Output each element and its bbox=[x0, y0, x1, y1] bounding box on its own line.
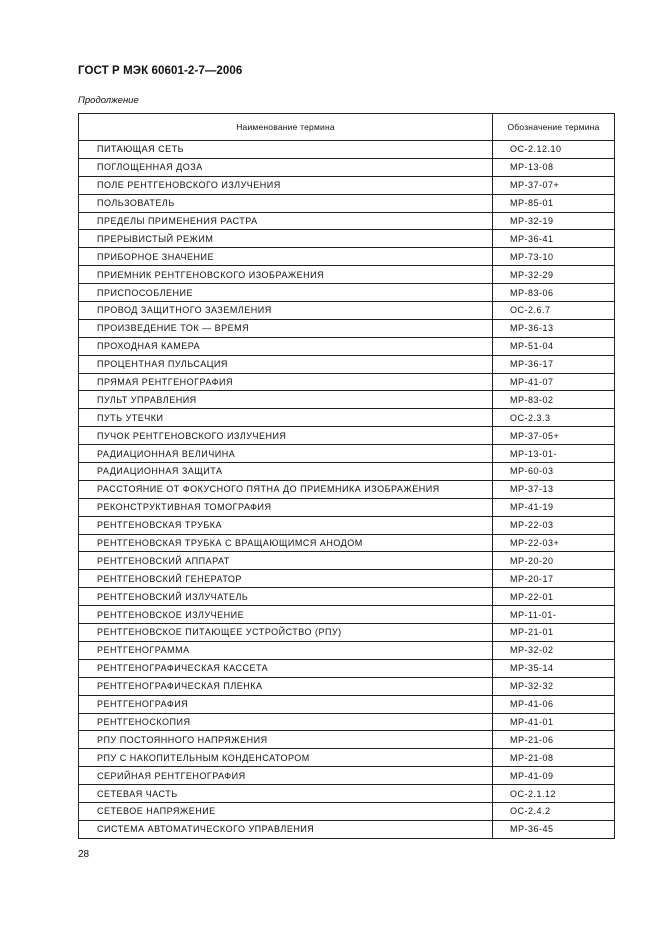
table-row bbox=[79, 588, 615, 606]
term-code-cell: МР-32-29 bbox=[493, 266, 615, 284]
term-name-cell: ПОЛЕ РЕНТГЕНОВСКОГО ИЗЛУЧЕНИЯ bbox=[79, 176, 493, 194]
table-body bbox=[79, 141, 615, 839]
table-row bbox=[79, 480, 615, 498]
term-name-cell: РПУ С НАКОПИТЕЛЬНЫМ КОНДЕНСАТОРОМ bbox=[79, 749, 493, 767]
term-name-cell: ПРИБОРНОЕ ЗНАЧЕНИЕ bbox=[79, 248, 493, 266]
term-code-cell: МР-13-01- bbox=[493, 445, 615, 463]
term-name-cell: РПУ ПОСТОЯННОГО НАПРЯЖЕНИЯ bbox=[79, 731, 493, 749]
term-name-cell: ПОЛЬЗОВАТЕЛЬ bbox=[79, 194, 493, 212]
table-row bbox=[79, 534, 615, 552]
continuation-label: Продолжение bbox=[78, 95, 139, 106]
term-code-cell: МР-51-04 bbox=[493, 337, 615, 355]
term-code-cell: МР-36-17 bbox=[493, 355, 615, 373]
table-row bbox=[79, 266, 615, 284]
term-code-cell: МР-21-01 bbox=[493, 624, 615, 642]
table-row bbox=[79, 319, 615, 337]
table-row bbox=[79, 248, 615, 266]
term-name-cell: РЕНТГЕНОГРАФИЯ bbox=[79, 695, 493, 713]
term-code-cell: ОС-2.4.2 bbox=[493, 802, 615, 820]
term-name-cell: ПРЯМАЯ РЕНТГЕНОГРАФИЯ bbox=[79, 373, 493, 391]
term-code-cell: МР-11-01- bbox=[493, 606, 615, 624]
term-name-cell: РЕНТГЕНОВСКАЯ ТРУБКА С ВРАЩАЮЩИМСЯ АНОДОМ bbox=[79, 534, 493, 552]
term-code-cell: МР-85-01 bbox=[493, 194, 615, 212]
term-name-cell: РЕНТГЕНОГРАММА bbox=[79, 641, 493, 659]
table-row bbox=[79, 158, 615, 176]
term-name-cell: РАССТОЯНИЕ ОТ ФОКУСНОГО ПЯТНА ДО ПРИЕМНИКА ИЗОБРАЖЕНИЯ bbox=[79, 480, 493, 498]
table-row bbox=[79, 373, 615, 391]
term-name-cell: ПРОЦЕНТНАЯ ПУЛЬСАЦИЯ bbox=[79, 355, 493, 373]
term-name-cell: РАДИАЦИОННАЯ ВЕЛИЧИНА bbox=[79, 445, 493, 463]
table-row bbox=[79, 677, 615, 695]
page-number: 28 bbox=[78, 849, 90, 860]
table-row bbox=[79, 176, 615, 194]
table-row bbox=[79, 212, 615, 230]
table-row bbox=[79, 516, 615, 534]
table-row bbox=[79, 427, 615, 445]
table-row bbox=[79, 284, 615, 302]
term-code-cell: МР-41-09 bbox=[493, 767, 615, 785]
term-code-cell: ОС-2.1.12 bbox=[493, 785, 615, 803]
term-code-cell: МР-41-01 bbox=[493, 713, 615, 731]
term-code-cell: МР-22-03 bbox=[493, 516, 615, 534]
term-name-cell: ПОГЛОЩЕННАЯ ДОЗА bbox=[79, 158, 493, 176]
term-code-cell: МР-22-01 bbox=[493, 588, 615, 606]
table-row bbox=[79, 570, 615, 588]
table-row bbox=[79, 355, 615, 373]
term-code-cell: МР-37-05+ bbox=[493, 427, 615, 445]
term-name-cell: РЕНТГЕНОВСКАЯ ТРУБКА bbox=[79, 516, 493, 534]
term-name-cell: СЕТЕВАЯ ЧАСТЬ bbox=[79, 785, 493, 803]
table-row bbox=[79, 230, 615, 248]
term-code-cell: МР-36-45 bbox=[493, 820, 615, 838]
table-row bbox=[79, 194, 615, 212]
table-row bbox=[79, 731, 615, 749]
term-code-cell: МР-73-10 bbox=[493, 248, 615, 266]
table-row bbox=[79, 713, 615, 731]
term-code-cell: МР-41-07 bbox=[493, 373, 615, 391]
term-code-cell: МР-41-19 bbox=[493, 498, 615, 516]
term-name-cell: ПИТАЮЩАЯ СЕТЬ bbox=[79, 141, 493, 159]
term-code-cell: ОС-2.3.3 bbox=[493, 409, 615, 427]
table-row bbox=[79, 445, 615, 463]
term-name-cell: СЕРИЙНАЯ РЕНТГЕНОГРАФИЯ bbox=[79, 767, 493, 785]
term-code-cell: МР-41-06 bbox=[493, 695, 615, 713]
term-code-cell: МР-22-03+ bbox=[493, 534, 615, 552]
term-code-cell: МР-13-08 bbox=[493, 158, 615, 176]
term-name-cell: ПУЧОК РЕНТГЕНОВСКОГО ИЗЛУЧЕНИЯ bbox=[79, 427, 493, 445]
term-name-cell: РЕНТГЕНОВСКОЕ ИЗЛУЧЕНИЕ bbox=[79, 606, 493, 624]
table-row bbox=[79, 552, 615, 570]
column-header-code: Обозначение термина bbox=[493, 114, 615, 141]
table-row bbox=[79, 820, 615, 838]
table-row bbox=[79, 695, 615, 713]
table-row bbox=[79, 802, 615, 820]
term-name-cell: ПРИЕМНИК РЕНТГЕНОВСКОГО ИЗОБРАЖЕНИЯ bbox=[79, 266, 493, 284]
table-row bbox=[79, 463, 615, 481]
term-name-cell: РЕНТГЕНОВСКИЙ АППАРАТ bbox=[79, 552, 493, 570]
table-row bbox=[79, 659, 615, 677]
table-row bbox=[79, 641, 615, 659]
table-row bbox=[79, 409, 615, 427]
term-code-cell: МР-36-13 bbox=[493, 319, 615, 337]
column-header-term: Наименование термина bbox=[79, 114, 493, 141]
term-code-cell: МР-36-41 bbox=[493, 230, 615, 248]
term-name-cell: ПРЕДЕЛЫ ПРИМЕНЕНИЯ РАСТРА bbox=[79, 212, 493, 230]
table-row bbox=[79, 624, 615, 642]
term-name-cell: ПРИСПОСОБЛЕНИЕ bbox=[79, 284, 493, 302]
table-row bbox=[79, 767, 615, 785]
term-name-cell: ПУЛЬТ УПРАВЛЕНИЯ bbox=[79, 391, 493, 409]
term-code-cell: ОС-2.6.7 bbox=[493, 302, 615, 320]
term-code-cell: МР-32-32 bbox=[493, 677, 615, 695]
term-code-cell: МР-32-19 bbox=[493, 212, 615, 230]
term-name-cell: РЕНТГЕНОВСКИЙ ГЕНЕРАТОР bbox=[79, 570, 493, 588]
terms-table bbox=[78, 113, 615, 839]
table-header-row bbox=[79, 114, 615, 141]
table-row bbox=[79, 749, 615, 767]
table-row bbox=[79, 141, 615, 159]
term-code-cell: МР-83-02 bbox=[493, 391, 615, 409]
table-row bbox=[79, 337, 615, 355]
term-code-cell: ОС-2.12.10 bbox=[493, 141, 615, 159]
term-name-cell: ПРЕРЫВИСТЫЙ РЕЖИМ bbox=[79, 230, 493, 248]
term-code-cell: МР-20-17 bbox=[493, 570, 615, 588]
term-name-cell: РАДИАЦИОННАЯ ЗАЩИТА bbox=[79, 463, 493, 481]
term-name-cell: ПРОВОД ЗАЩИТНОГО ЗАЗЕМЛЕНИЯ bbox=[79, 302, 493, 320]
term-name-cell: РЕНТГЕНОСКОПИЯ bbox=[79, 713, 493, 731]
term-name-cell: РЕКОНСТРУКТИВНАЯ ТОМОГРАФИЯ bbox=[79, 498, 493, 516]
term-code-cell: МР-21-08 bbox=[493, 749, 615, 767]
term-code-cell: МР-60-03 bbox=[493, 463, 615, 481]
table-row bbox=[79, 785, 615, 803]
term-code-cell: МР-83-06 bbox=[493, 284, 615, 302]
term-code-cell: МР-32-02 bbox=[493, 641, 615, 659]
table-row bbox=[79, 606, 615, 624]
standard-header: ГОСТ Р МЭК 60601-2-7—2006 bbox=[78, 65, 243, 77]
table-row bbox=[79, 302, 615, 320]
term-code-cell: МР-21-06 bbox=[493, 731, 615, 749]
term-code-cell: МР-20-20 bbox=[493, 552, 615, 570]
term-code-cell: МР-37-07+ bbox=[493, 176, 615, 194]
term-name-cell: РЕНТГЕНОВСКОЕ ПИТАЮЩЕЕ УСТРОЙСТВО (РПУ) bbox=[79, 624, 493, 642]
term-code-cell: МР-37-13 bbox=[493, 480, 615, 498]
term-name-cell: ПУТЬ УТЕЧКИ bbox=[79, 409, 493, 427]
term-name-cell: СЕТЕВОЕ НАПРЯЖЕНИЕ bbox=[79, 802, 493, 820]
table-row bbox=[79, 391, 615, 409]
term-name-cell: РЕНТГЕНОГРАФИЧЕСКАЯ ПЛЕНКА bbox=[79, 677, 493, 695]
term-name-cell: ПРОИЗВЕДЕНИЕ ТОК — ВРЕМЯ bbox=[79, 319, 493, 337]
term-code-cell: МР-35-14 bbox=[493, 659, 615, 677]
table-row bbox=[79, 498, 615, 516]
term-name-cell: ПРОХОДНАЯ КАМЕРА bbox=[79, 337, 493, 355]
term-name-cell: РЕНТГЕНОВСКИЙ ИЗЛУЧАТЕЛЬ bbox=[79, 588, 493, 606]
term-name-cell: СИСТЕМА АВТОМАТИЧЕСКОГО УПРАВЛЕНИЯ bbox=[79, 820, 493, 838]
term-name-cell: РЕНТГЕНОГРАФИЧЕСКАЯ КАССЕТА bbox=[79, 659, 493, 677]
